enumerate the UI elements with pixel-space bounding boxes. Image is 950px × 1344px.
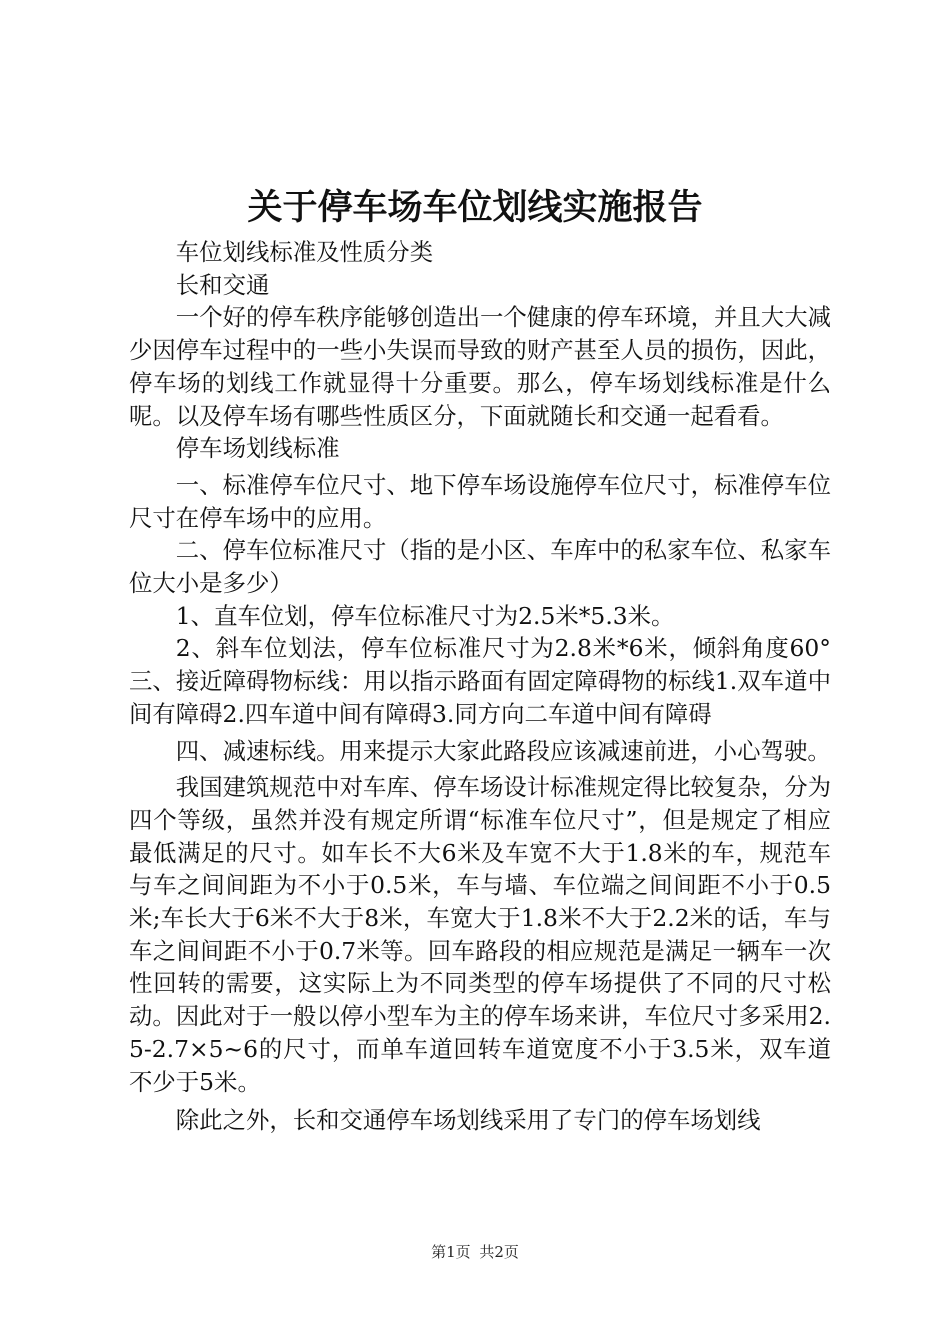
paragraph-author: 长和交通 (175, 270, 270, 299)
paragraph-subtitle: 车位划线标准及性质分类 (175, 238, 434, 266)
document-title: 关于停车场车位划线实施报告 (247, 187, 703, 228)
paragraph-section-4: 四、减速标线。用来提示大家此路段应该减速前进，小心驾驶。 (175, 736, 831, 765)
paragraph-heading-standard: 停车场划线标准 (175, 434, 340, 463)
page-footer (0, 1242, 950, 1262)
paragraph-item-1: 1、直车位划，停车位标准尺寸为2.5米*5.3米。 (175, 601, 675, 630)
paragraph-section-1: 一、标准停车位尺寸、地下停车场设施停车位尺寸，标准停车位尺寸在停车场中的应用。 (129, 470, 831, 532)
document-body (129, 236, 831, 1137)
page-number-total: 共2页 (479, 1243, 519, 1261)
paragraph-regulation: 我国建筑规范中对车库、停车场设计标准规定得比较复杂，分为四个等级，虽然并没有规定所谓“标准车位尺寸”，但是规定了相应最低满足的尺寸。如车长不大6米及车宽不大于1.8米的车，规范车与车之间间距为不小于0.5米，车与墙、车位端之间间距不小于0.5米;车长大于6米不大于8米，车宽大于1.8米不大于2.2米的话，车与车之间间距不小于0.7米等。回车路段的相应规范是满足一辆车一次性回转的需要，这实际上为不同类型的停车场提供了不同的尺寸松动。因此对于一般以停小型车为主的停车场来讲，车位尺寸多采用2.5-2.7×5~6的尺寸，而单车道回转车道宽度不小于3.5米，双车道不少于5米。 (129, 773, 831, 1096)
paragraph-closing: 除此之外，长和交通停车场划线采用了专门的停车场划线 (175, 1106, 761, 1135)
page-number-current: 第1页 (431, 1243, 471, 1261)
paragraph-section-2: 二、停车位标准尺寸（指的是小区、车库中的私家车位、私家车位大小是多少） (129, 536, 831, 598)
paragraph-item-2: 2、斜车位划法，停车位标准尺寸为2.8米*6米，倾斜角度60°三、接近障碍物标线：用以指示路面有固定障碍物的标线1.双车道中间有障碍2.四车道中间有障碍3.同方向二车道中间有障碍 (129, 634, 831, 728)
paragraph-intro: 一个好的停车秩序能够创造出一个健康的停车环境，并且大大减少因停车过程中的一些小失误而导致的财产甚至人员的损伤，因此，停车场的划线工作就显得十分重要。那么，停车场划线标准是什么呢。以及停车场有哪些性质区分，下面就随长和交通一起看看。 (129, 303, 831, 430)
